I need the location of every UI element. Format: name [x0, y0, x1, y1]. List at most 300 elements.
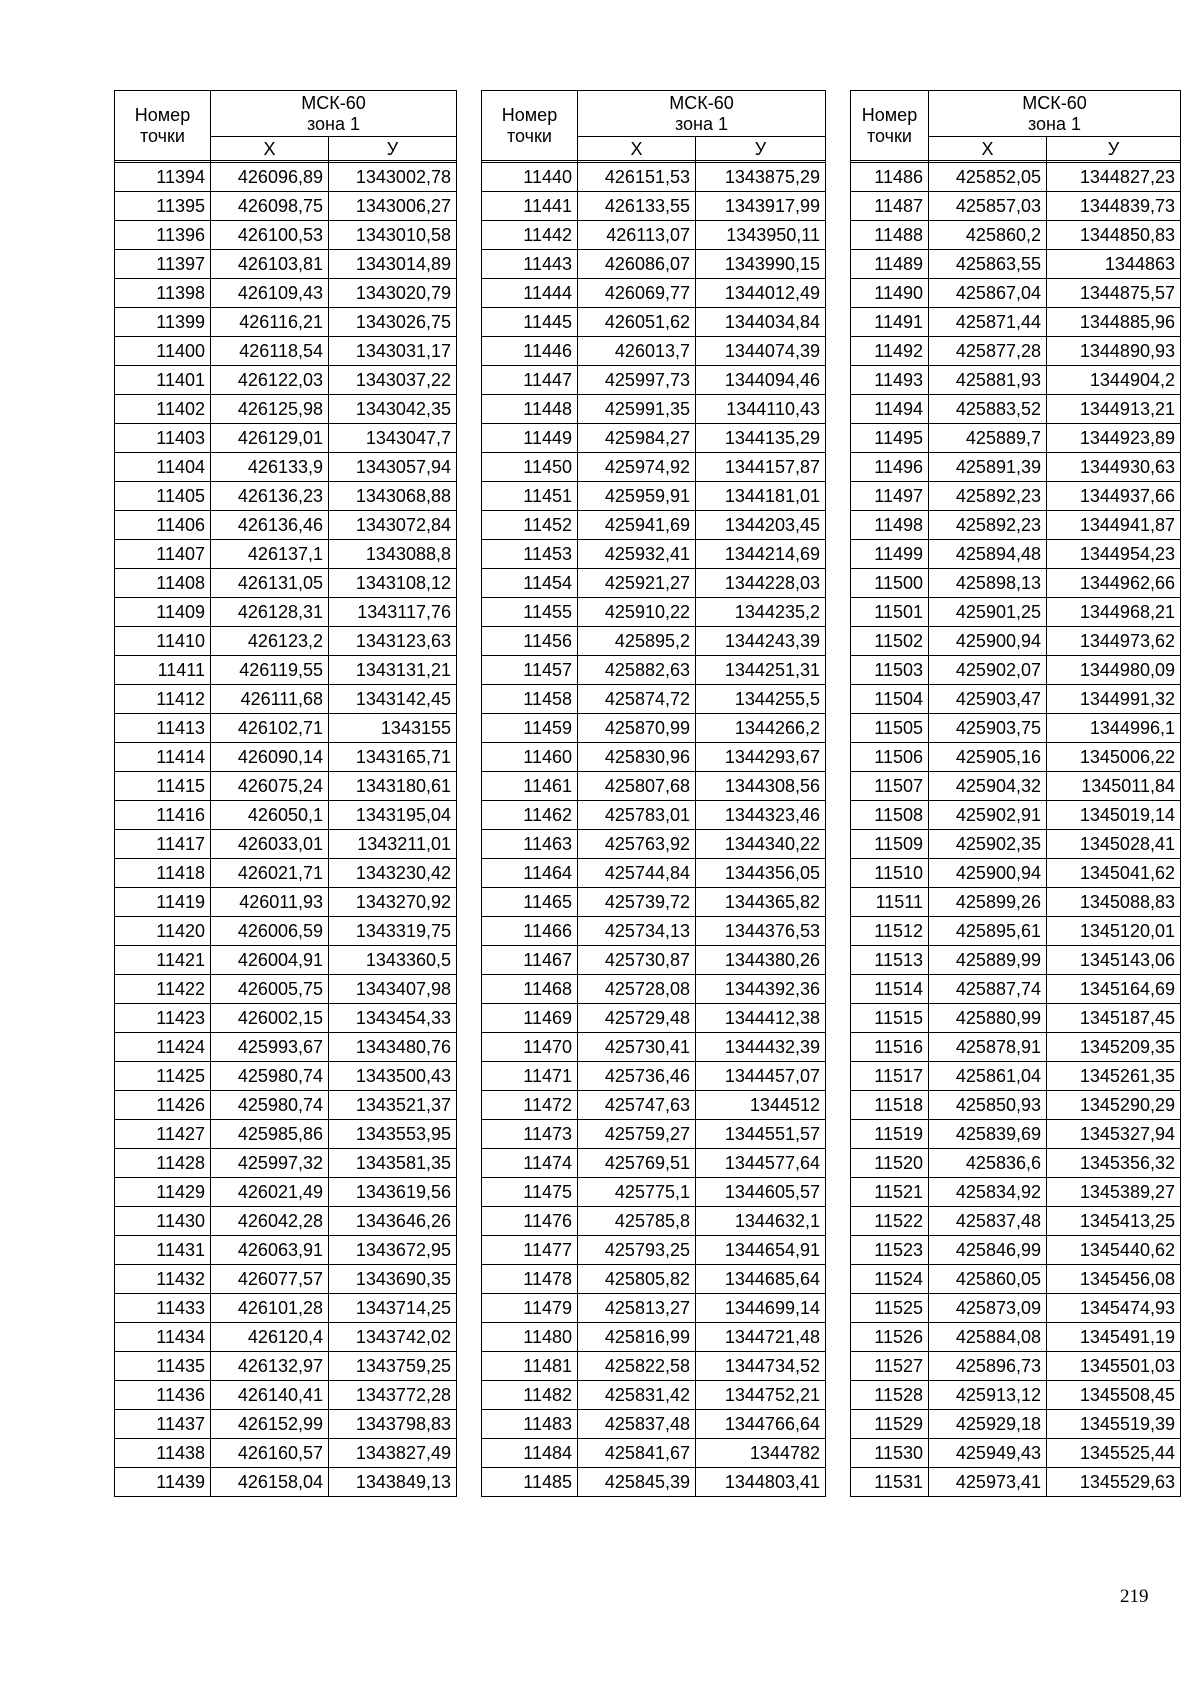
y-coordinate-cell: 1344323,46	[696, 801, 826, 830]
point-number-cell: 11515	[851, 1004, 929, 1033]
system-zone: зона 1	[1027, 114, 1082, 134]
point-number-cell: 11480	[482, 1323, 578, 1352]
x-coordinate-cell: 425822,58	[578, 1352, 696, 1381]
point-number-cell: 11450	[482, 453, 578, 482]
point-number-cell: 11456	[482, 627, 578, 656]
y-coordinate-cell: 1344782	[696, 1439, 826, 1468]
x-coordinate-cell: 425883,52	[929, 395, 1047, 424]
y-coordinate-cell: 1345525,44	[1047, 1439, 1181, 1468]
table-row	[851, 279, 1181, 308]
point-number-cell: 11499	[851, 540, 929, 569]
y-coordinate-cell: 1344293,67	[696, 743, 826, 772]
y-coordinate-cell: 1345164,69	[1047, 975, 1181, 1004]
point-number-cell: 11439	[115, 1468, 211, 1497]
table-row	[482, 279, 826, 308]
point-number-cell: 11460	[482, 743, 578, 772]
table-row	[115, 888, 457, 917]
x-coordinate-cell: 425993,67	[211, 1033, 329, 1062]
y-coordinate-cell: 1344235,2	[696, 598, 826, 627]
y-coordinate-cell: 1344308,56	[696, 772, 826, 801]
x-coordinate-cell: 425861,04	[929, 1062, 1047, 1091]
point-number-cell: 11494	[851, 395, 929, 424]
point-label-line2: точки	[507, 125, 552, 146]
x-coordinate-cell: 426109,43	[211, 279, 329, 308]
point-number-cell: 11398	[115, 279, 211, 308]
x-coordinate-cell: 425973,41	[929, 1468, 1047, 1497]
table-row	[482, 250, 826, 279]
table-row	[115, 453, 457, 482]
x-coordinate-cell: 425902,91	[929, 801, 1047, 830]
table-row	[851, 1236, 1181, 1265]
coordinate-system-header	[211, 91, 457, 137]
x-coordinate-cell: 426077,57	[211, 1265, 329, 1294]
point-number-cell: 11504	[851, 685, 929, 714]
point-number-cell: 11448	[482, 395, 578, 424]
x-coordinate-cell: 425857,03	[929, 192, 1047, 221]
x-coordinate-cell: 426100,53	[211, 221, 329, 250]
x-coordinate-cell: 425769,51	[578, 1149, 696, 1178]
x-coordinate-cell: 425901,25	[929, 598, 1047, 627]
x-coordinate-cell: 425873,09	[929, 1294, 1047, 1323]
point-number-cell: 11412	[115, 685, 211, 714]
y-coordinate-cell: 1344752,21	[696, 1381, 826, 1410]
x-coordinate-cell: 425941,69	[578, 511, 696, 540]
point-number-cell: 11407	[115, 540, 211, 569]
point-number-cell: 11396	[115, 221, 211, 250]
x-coordinate-cell: 425889,7	[929, 424, 1047, 453]
y-coordinate-cell: 1344340,22	[696, 830, 826, 859]
table-row	[115, 1381, 457, 1410]
x-coordinate-cell: 425880,99	[929, 1004, 1047, 1033]
point-number-cell: 11423	[115, 1004, 211, 1033]
system-zone: зона 1	[674, 114, 729, 134]
table-row	[482, 1178, 826, 1207]
table-row	[851, 1294, 1181, 1323]
point-number-cell: 11424	[115, 1033, 211, 1062]
y-coordinate-cell: 1343407,98	[329, 975, 457, 1004]
table-row	[851, 540, 1181, 569]
x-coordinate-cell: 426137,1	[211, 540, 329, 569]
table-row	[851, 221, 1181, 250]
x-coordinate-cell: 425730,87	[578, 946, 696, 975]
x-coordinate-cell: 425763,92	[578, 830, 696, 859]
y-coordinate-cell: 1343155	[329, 714, 457, 743]
x-coordinate-cell: 425902,07	[929, 656, 1047, 685]
x-coordinate-cell: 425871,44	[929, 308, 1047, 337]
table-row	[851, 1352, 1181, 1381]
y-axis-header: У	[1047, 137, 1181, 161]
table-row	[115, 279, 457, 308]
x-coordinate-cell: 425845,39	[578, 1468, 696, 1497]
x-coordinate-cell: 425949,43	[929, 1439, 1047, 1468]
point-number-cell: 11420	[115, 917, 211, 946]
point-number-cell: 11453	[482, 540, 578, 569]
table-row	[851, 1004, 1181, 1033]
y-coordinate-cell: 1343742,02	[329, 1323, 457, 1352]
x-coordinate-cell: 425736,46	[578, 1062, 696, 1091]
table-row	[482, 453, 826, 482]
y-coordinate-cell: 1344632,1	[696, 1207, 826, 1236]
x-coordinate-cell: 426075,24	[211, 772, 329, 801]
table-row	[851, 830, 1181, 859]
x-coordinate-cell: 426140,41	[211, 1381, 329, 1410]
y-coordinate-cell: 1344392,36	[696, 975, 826, 1004]
x-coordinate-cell: 425730,41	[578, 1033, 696, 1062]
x-coordinate-cell: 425846,99	[929, 1236, 1047, 1265]
table-row	[115, 1207, 457, 1236]
point-number-cell: 11497	[851, 482, 929, 511]
point-number-cell: 11509	[851, 830, 929, 859]
y-coordinate-cell: 1344551,57	[696, 1120, 826, 1149]
table-row	[482, 946, 826, 975]
y-coordinate-cell: 1343875,29	[696, 163, 826, 192]
table-row	[851, 801, 1181, 830]
y-coordinate-cell: 1343454,33	[329, 1004, 457, 1033]
y-coordinate-cell: 1344412,38	[696, 1004, 826, 1033]
x-coordinate-cell: 426103,81	[211, 250, 329, 279]
x-coordinate-cell: 426090,14	[211, 743, 329, 772]
table-row	[115, 743, 457, 772]
point-number-cell: 11417	[115, 830, 211, 859]
point-number-cell: 11445	[482, 308, 578, 337]
x-coordinate-cell: 426136,23	[211, 482, 329, 511]
x-coordinate-cell: 426004,91	[211, 946, 329, 975]
point-number-cell: 11452	[482, 511, 578, 540]
x-coordinate-cell: 426005,75	[211, 975, 329, 1004]
table-row	[482, 1352, 826, 1381]
point-number-cell: 11433	[115, 1294, 211, 1323]
table-row	[851, 685, 1181, 714]
point-number-cell: 11459	[482, 714, 578, 743]
table-row	[482, 1091, 826, 1120]
table-row	[115, 1236, 457, 1265]
y-axis-header: У	[329, 137, 457, 161]
point-number-cell: 11487	[851, 192, 929, 221]
point-number-cell: 11443	[482, 250, 578, 279]
x-coordinate-cell: 426119,55	[211, 656, 329, 685]
point-number-cell: 11410	[115, 627, 211, 656]
y-coordinate-cell: 1343319,75	[329, 917, 457, 946]
table-row	[851, 1033, 1181, 1062]
x-coordinate-cell: 425729,48	[578, 1004, 696, 1033]
y-coordinate-cell: 1343827,49	[329, 1439, 457, 1468]
table-row	[115, 1265, 457, 1294]
point-number-header	[115, 91, 211, 161]
point-number-cell: 11400	[115, 337, 211, 366]
x-coordinate-cell: 426131,05	[211, 569, 329, 598]
table-row	[482, 714, 826, 743]
point-label-line1: Номер	[861, 104, 918, 125]
point-number-cell: 11528	[851, 1381, 929, 1410]
x-coordinate-cell: 425887,74	[929, 975, 1047, 1004]
x-coordinate-cell: 426133,9	[211, 453, 329, 482]
point-label-line1: Номер	[501, 104, 558, 125]
x-coordinate-cell: 425997,73	[578, 366, 696, 395]
table-row	[851, 308, 1181, 337]
table-row	[851, 656, 1181, 685]
point-number-cell: 11484	[482, 1439, 578, 1468]
point-number-cell: 11529	[851, 1410, 929, 1439]
table-row	[851, 1439, 1181, 1468]
table-row	[482, 424, 826, 453]
table-row	[851, 192, 1181, 221]
x-coordinate-cell: 425785,8	[578, 1207, 696, 1236]
x-axis-header: Х	[929, 137, 1047, 161]
table-row	[115, 250, 457, 279]
point-number-cell: 11523	[851, 1236, 929, 1265]
y-coordinate-cell: 1344512	[696, 1091, 826, 1120]
y-coordinate-cell: 1344954,23	[1047, 540, 1181, 569]
point-number-cell: 11438	[115, 1439, 211, 1468]
table-row	[482, 1468, 826, 1497]
x-coordinate-cell: 426120,4	[211, 1323, 329, 1352]
y-coordinate-cell: 1345290,29	[1047, 1091, 1181, 1120]
x-coordinate-cell: 426129,01	[211, 424, 329, 453]
table-row	[851, 163, 1181, 192]
x-coordinate-cell: 426116,21	[211, 308, 329, 337]
y-coordinate-cell: 1343088,8	[329, 540, 457, 569]
x-coordinate-cell: 426152,99	[211, 1410, 329, 1439]
y-coordinate-cell: 1345019,14	[1047, 801, 1181, 830]
header-row	[851, 91, 1181, 137]
point-number-header	[851, 91, 929, 161]
point-number-cell: 11404	[115, 453, 211, 482]
table-row	[115, 395, 457, 424]
table-row	[482, 482, 826, 511]
table-row	[115, 1062, 457, 1091]
point-label-line2: точки	[140, 125, 185, 146]
table-row	[482, 598, 826, 627]
point-number-cell: 11477	[482, 1236, 578, 1265]
y-coordinate-cell: 1343031,17	[329, 337, 457, 366]
y-coordinate-cell: 1344157,87	[696, 453, 826, 482]
table-row	[851, 1265, 1181, 1294]
y-coordinate-cell: 1345474,93	[1047, 1294, 1181, 1323]
table-row	[482, 192, 826, 221]
point-number-cell: 11409	[115, 598, 211, 627]
x-coordinate-cell: 426118,54	[211, 337, 329, 366]
table-row	[482, 1410, 826, 1439]
point-number-cell: 11451	[482, 482, 578, 511]
table-row	[115, 598, 457, 627]
y-coordinate-cell: 1344941,87	[1047, 511, 1181, 540]
table-row	[115, 1439, 457, 1468]
y-coordinate-cell: 1343849,13	[329, 1468, 457, 1497]
table-row	[482, 308, 826, 337]
point-number-cell: 11520	[851, 1149, 929, 1178]
x-coordinate-cell: 426102,71	[211, 714, 329, 743]
x-coordinate-cell: 426111,68	[211, 685, 329, 714]
point-number-cell: 11434	[115, 1323, 211, 1352]
x-coordinate-cell: 426133,55	[578, 192, 696, 221]
point-number-cell: 11426	[115, 1091, 211, 1120]
y-coordinate-cell: 1344968,21	[1047, 598, 1181, 627]
y-axis-header: У	[696, 137, 826, 161]
y-coordinate-cell: 1344904,2	[1047, 366, 1181, 395]
point-number-cell: 11454	[482, 569, 578, 598]
x-coordinate-cell: 425898,13	[929, 569, 1047, 598]
y-coordinate-cell: 1344885,96	[1047, 308, 1181, 337]
table-row	[851, 1062, 1181, 1091]
x-coordinate-cell: 426021,49	[211, 1178, 329, 1207]
point-number-cell: 11485	[482, 1468, 578, 1497]
y-coordinate-cell: 1344203,45	[696, 511, 826, 540]
x-coordinate-cell: 425974,92	[578, 453, 696, 482]
y-coordinate-cell: 1344243,39	[696, 627, 826, 656]
x-coordinate-cell: 425841,67	[578, 1439, 696, 1468]
y-coordinate-cell: 1344457,07	[696, 1062, 826, 1091]
x-coordinate-cell: 425895,2	[578, 627, 696, 656]
point-number-cell: 11522	[851, 1207, 929, 1236]
y-coordinate-cell: 1345501,03	[1047, 1352, 1181, 1381]
point-number-cell: 11502	[851, 627, 929, 656]
y-coordinate-cell: 1344850,83	[1047, 221, 1181, 250]
x-coordinate-cell: 425913,12	[929, 1381, 1047, 1410]
y-coordinate-cell: 1344432,39	[696, 1033, 826, 1062]
point-number-cell: 11507	[851, 772, 929, 801]
point-number-cell: 11476	[482, 1207, 578, 1236]
point-number-cell: 11421	[115, 946, 211, 975]
point-number-cell: 11495	[851, 424, 929, 453]
point-number-cell: 11490	[851, 279, 929, 308]
x-coordinate-cell: 425837,48	[578, 1410, 696, 1439]
point-number-cell: 11429	[115, 1178, 211, 1207]
y-coordinate-cell: 1343002,78	[329, 163, 457, 192]
table-row	[482, 395, 826, 424]
y-coordinate-cell: 1344012,49	[696, 279, 826, 308]
table-row	[115, 1323, 457, 1352]
x-coordinate-cell: 425904,32	[929, 772, 1047, 801]
system-name: МСК-60	[669, 93, 734, 113]
x-coordinate-cell: 426123,2	[211, 627, 329, 656]
point-number-cell: 11483	[482, 1410, 578, 1439]
y-coordinate-cell: 1344930,63	[1047, 453, 1181, 482]
y-coordinate-cell: 1344110,43	[696, 395, 826, 424]
point-number-cell: 11440	[482, 163, 578, 192]
table-row	[851, 366, 1181, 395]
y-coordinate-cell: 1345261,35	[1047, 1062, 1181, 1091]
point-number-cell: 11432	[115, 1265, 211, 1294]
y-coordinate-cell: 1344654,91	[696, 1236, 826, 1265]
table-row	[851, 1207, 1181, 1236]
y-coordinate-cell: 1344766,64	[696, 1410, 826, 1439]
x-coordinate-cell: 425884,08	[929, 1323, 1047, 1352]
y-coordinate-cell: 1344996,1	[1047, 714, 1181, 743]
header-row	[482, 91, 826, 137]
table-row	[482, 1323, 826, 1352]
x-coordinate-cell: 426002,15	[211, 1004, 329, 1033]
point-number-cell: 11514	[851, 975, 929, 1004]
table-row	[482, 975, 826, 1004]
y-coordinate-cell: 1345389,27	[1047, 1178, 1181, 1207]
y-coordinate-cell: 1343619,56	[329, 1178, 457, 1207]
y-coordinate-cell: 1344605,57	[696, 1178, 826, 1207]
point-number-cell: 11458	[482, 685, 578, 714]
y-coordinate-cell: 1343950,11	[696, 221, 826, 250]
table-row	[851, 1381, 1181, 1410]
system-name: МСК-60	[301, 93, 366, 113]
y-coordinate-cell: 1343006,27	[329, 192, 457, 221]
y-coordinate-cell: 1343990,15	[696, 250, 826, 279]
x-axis-header: Х	[211, 137, 329, 161]
point-number-cell: 11489	[851, 250, 929, 279]
x-coordinate-cell: 425929,18	[929, 1410, 1047, 1439]
x-coordinate-cell: 425891,39	[929, 453, 1047, 482]
table-row	[115, 946, 457, 975]
x-coordinate-cell: 425921,27	[578, 569, 696, 598]
y-coordinate-cell: 1343026,75	[329, 308, 457, 337]
y-coordinate-cell: 1345041,62	[1047, 859, 1181, 888]
coordinate-system-header	[578, 91, 826, 137]
table-row	[115, 1178, 457, 1207]
x-coordinate-cell: 426011,93	[211, 888, 329, 917]
table-row	[851, 714, 1181, 743]
x-axis-header: Х	[578, 137, 696, 161]
x-coordinate-cell: 425895,61	[929, 917, 1047, 946]
y-coordinate-cell: 1345011,84	[1047, 772, 1181, 801]
x-coordinate-cell: 425830,96	[578, 743, 696, 772]
y-coordinate-cell: 1343014,89	[329, 250, 457, 279]
y-coordinate-cell: 1345356,32	[1047, 1149, 1181, 1178]
y-coordinate-cell: 1343500,43	[329, 1062, 457, 1091]
y-coordinate-cell: 1343211,01	[329, 830, 457, 859]
table-row	[482, 859, 826, 888]
point-number-cell: 11474	[482, 1149, 578, 1178]
point-number-cell: 11508	[851, 801, 929, 830]
table-row	[115, 163, 457, 192]
y-coordinate-cell: 1344980,09	[1047, 656, 1181, 685]
x-coordinate-cell: 426063,91	[211, 1236, 329, 1265]
table-row	[851, 395, 1181, 424]
point-number-cell: 11510	[851, 859, 929, 888]
point-number-cell: 11419	[115, 888, 211, 917]
point-number-cell: 11427	[115, 1120, 211, 1149]
table-row	[851, 627, 1181, 656]
x-coordinate-cell: 425900,94	[929, 627, 1047, 656]
table-row	[115, 975, 457, 1004]
y-coordinate-cell: 1344356,05	[696, 859, 826, 888]
table-row	[115, 801, 457, 830]
point-number-cell: 11415	[115, 772, 211, 801]
y-coordinate-cell: 1344839,73	[1047, 192, 1181, 221]
x-coordinate-cell: 425903,47	[929, 685, 1047, 714]
y-coordinate-cell: 1343195,04	[329, 801, 457, 830]
point-number-cell: 11503	[851, 656, 929, 685]
point-number-cell: 11397	[115, 250, 211, 279]
table-row	[115, 1033, 457, 1062]
point-number-cell: 11444	[482, 279, 578, 308]
x-coordinate-cell: 426051,62	[578, 308, 696, 337]
table-row	[115, 482, 457, 511]
y-coordinate-cell: 1344863	[1047, 250, 1181, 279]
point-number-cell: 11475	[482, 1178, 578, 1207]
table-row	[115, 1149, 457, 1178]
x-coordinate-cell: 425831,42	[578, 1381, 696, 1410]
point-number-cell: 11492	[851, 337, 929, 366]
point-number-cell: 11405	[115, 482, 211, 511]
x-coordinate-cell: 426160,57	[211, 1439, 329, 1468]
y-coordinate-cell: 1344266,2	[696, 714, 826, 743]
point-number-cell: 11416	[115, 801, 211, 830]
table-row	[851, 337, 1181, 366]
point-number-cell: 11511	[851, 888, 929, 917]
table-row	[482, 1062, 826, 1091]
y-coordinate-cell: 1345529,63	[1047, 1468, 1181, 1497]
table-row	[115, 1120, 457, 1149]
table-row	[851, 888, 1181, 917]
y-coordinate-cell: 1344255,5	[696, 685, 826, 714]
point-number-cell: 11491	[851, 308, 929, 337]
